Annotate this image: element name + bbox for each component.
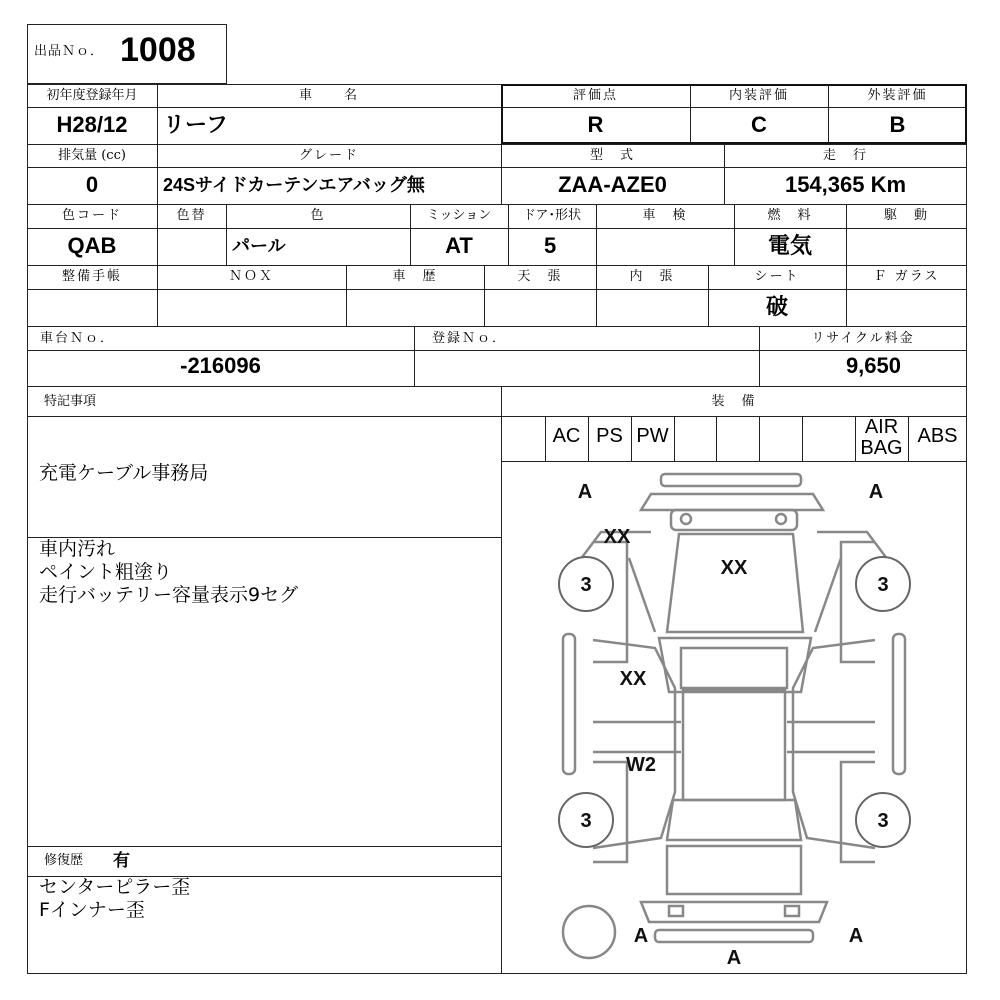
chassis-label: 車台Ｎｏ． (40, 331, 116, 346)
fuel-value: 電気 (767, 233, 812, 258)
color-change-label: 色替 (176, 208, 207, 223)
nox-label: ＮＯＸ (228, 269, 274, 284)
diag-tire-rl: 3 (580, 810, 592, 832)
notes-line2: 車内汚れ ペイント粗塗り 走行バッテリー容量表示9セグ (39, 538, 299, 606)
diag-tire-fr: 3 (877, 574, 889, 596)
repair-label: 修復歴 (44, 853, 84, 868)
interior-label: 内装評価 (728, 88, 789, 103)
color-value: パール (232, 236, 286, 256)
equipment-label: 装 備 (711, 394, 757, 409)
drive-label: 駆 動 (883, 208, 929, 223)
door-value: 5 (544, 233, 557, 258)
equip-cell-pw: PW (636, 425, 669, 447)
interior-value: C (751, 112, 767, 137)
fuel-label: 燃 料 (767, 208, 813, 223)
recycle-label: リサイクル料金 (811, 331, 915, 346)
first-reg-value: H28/12 (56, 112, 128, 137)
grade-value: 24Sサイドカーテンエアバッグ無 (163, 175, 425, 195)
lot-number: 1008 (120, 31, 196, 69)
repair-value: 有 (113, 851, 130, 871)
equip-cell-ac: AC (552, 425, 581, 447)
inspection-label: 車 検 (642, 208, 688, 223)
fglass-label: Ｆ ガラス (873, 269, 940, 284)
interior-trim-label: 内 張 (629, 269, 675, 284)
diag-corner-fr: A (868, 481, 884, 503)
model-label: 型 式 (589, 148, 635, 163)
diag-tire-rr: 3 (877, 810, 889, 832)
recycle-value: 9,650 (845, 353, 901, 378)
diag-corner-rr: A (848, 925, 864, 947)
car-name-value: リーフ (163, 112, 228, 137)
diag-rear: A (726, 947, 742, 969)
exterior-value: B (889, 112, 906, 137)
diag-roof: XX (720, 557, 748, 579)
notes-line1: 充電ケーブル事務局 (39, 462, 209, 484)
chassis-value: -216096 (180, 353, 261, 378)
diag-corner-fl: A (577, 481, 593, 503)
mileage-label: 走 行 (822, 148, 868, 163)
diag-corner-rl: A (633, 925, 649, 947)
lot-box (27, 24, 227, 84)
model-value: ZAA-AZE0 (558, 172, 667, 197)
car-name-label: 車 名 (298, 88, 359, 103)
history-label: 車 歴 (392, 269, 438, 284)
color-code-value: QAB (67, 233, 117, 258)
equip-cell-ps: PS (596, 425, 623, 447)
sunroof-label: 天 張 (517, 269, 563, 284)
first-reg-label: 初年度登録年月 (46, 88, 138, 103)
diag-tire-fl: 3 (580, 574, 592, 596)
diag-door-rear: W2 (626, 754, 656, 776)
exterior-label: 外装評価 (867, 88, 928, 103)
diag-pillar: XX (603, 526, 631, 548)
maintenance-label: 整備手帳 (61, 269, 122, 284)
repair-text: センターピラー歪 Fインナー歪 (39, 876, 191, 921)
mission-value: AT (445, 233, 473, 258)
color-label: 色 (310, 208, 326, 223)
notes-label: 特記事項 (44, 394, 97, 409)
displacement-value: 0 (85, 172, 99, 197)
equip-cell-abs: ABS (917, 425, 958, 447)
color-code-label: 色コード (61, 208, 122, 223)
mileage-value: 154,365 Km (784, 172, 907, 197)
car-diagram (501, 462, 967, 974)
score-value: R (587, 112, 604, 137)
diag-door-front: XX (619, 668, 647, 690)
regno-label: 登録Ｎｏ． (432, 331, 508, 346)
door-label: ドア･形状 (522, 208, 582, 223)
seat-value: 破 (765, 294, 788, 319)
lot-label: 出品Ｎｏ． (34, 44, 105, 59)
grade-label: グレード (298, 148, 359, 163)
displacement-label: 排気量 (cc) (58, 148, 126, 163)
score-label: 評価点 (572, 88, 618, 103)
seat-label: シート (754, 269, 800, 284)
equip-cell-airbag: AIR BAG (860, 416, 903, 459)
mission-label: ミッション (426, 208, 492, 223)
